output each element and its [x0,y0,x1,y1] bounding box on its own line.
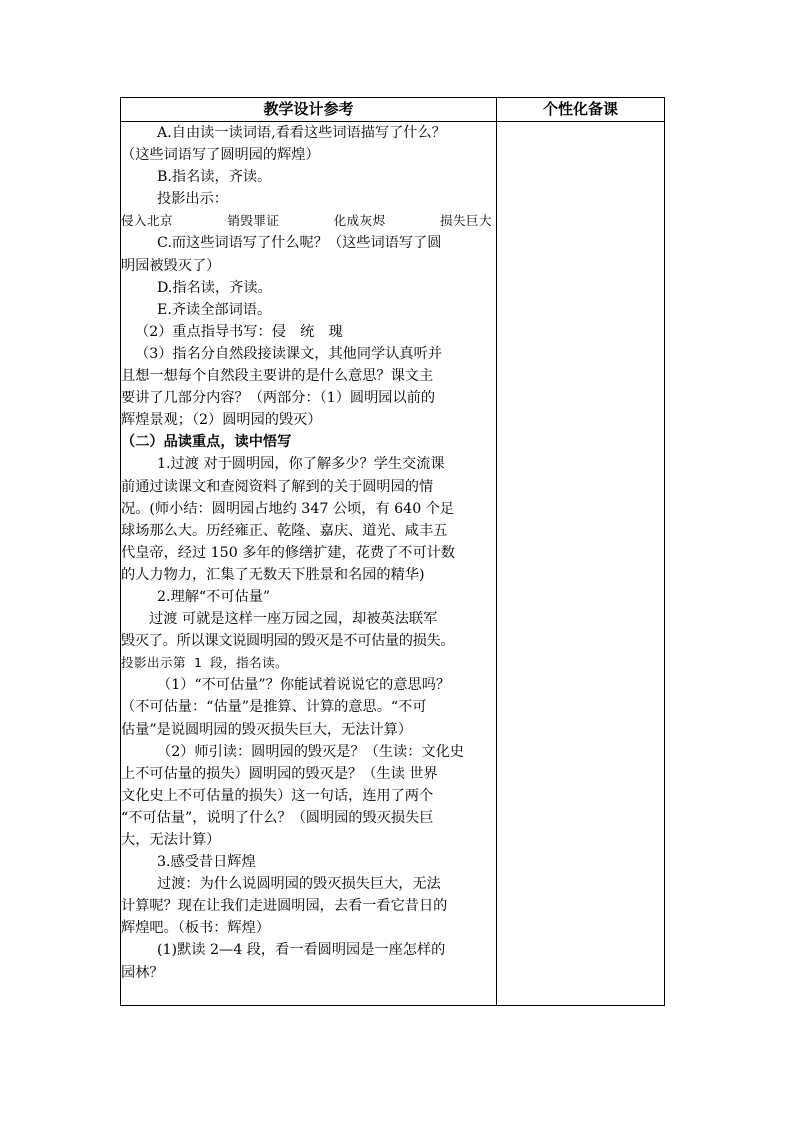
text-line: D.指名读，齐读。 [157,279,272,296]
text-line: 计算呢？现在让我们走进圆明园，去看一看它昔日的 [121,898,448,915]
text-line: “不可估量”，说明了什么？（圆明园的毁灭损失巨 [121,809,434,826]
design-content-cell [121,122,497,1006]
word-item: 损失巨大 [439,213,492,229]
text-line: 辉煌景观；（2）圆明园的毁灭） [121,412,322,429]
text-line: A.自由读一读词语,看看这些词语描写了什么？ [157,125,446,141]
personal-notes-cell [497,122,665,1006]
text-line: C.而这些词语写了什么呢？（这些词语写了圆 [157,235,442,252]
text-line: 3.感受昔日辉煌 [157,854,256,871]
text-line: 明园被毁灭了） [121,257,221,274]
text-line: （2）重点指导书写：侵 统 瑰 [135,323,343,340]
table-header-row [121,98,665,122]
section-heading [121,431,496,453]
text-line: 过渡 可就是这样一座万园之园，却被英法联军 [149,611,438,628]
text-line: 要讲了几部分内容？（两部分：（1）圆明园以前的 [121,390,436,407]
text-line: 文化史上不可估量的损失）这一句话，连用了两个 [121,787,434,804]
word-item: 化成灰烬 [333,213,386,229]
text-line: 1.过渡 对于圆明园，你了解多少？学生交流课 [157,456,445,473]
text-line: 代皇帝，经过 150 多年的修缮扩建，花费了不可计数 [121,544,456,561]
text-line: 2.理解“不可估量” [157,588,271,605]
col-header-personal-prep: 个性化备课 [497,98,665,122]
text-line: B.指名读，齐读。 [157,169,272,186]
text-line: 上不可估量的损失）圆明园的毁灭是？（生读 世界 [121,765,438,782]
word-item: 侵入北京 [121,213,174,229]
text-line: （1）“不可估量”？你能试着说说它的意思吗？ [157,677,451,694]
col-header-design-reference: 教学设计参考 [121,98,497,122]
text-line: （3）指名分自然段接读课文，其他同学认真听并 [135,345,442,362]
text-line: 投影出示： [157,191,228,208]
text-line: 估量”是说圆明园的毁灭损失巨大，无法计算） [121,721,413,738]
text-line: 且想一想每个自然段主要讲的是什么意思？课文主 [121,368,434,385]
projected-words [121,210,496,232]
text-line: 过渡：为什么说圆明园的毁灭损失巨大，无法 [157,876,441,893]
word-item: 销毁罪证 [227,213,280,229]
text-line: E.齐读全部词语。 [157,301,272,318]
text-line: （这些词语写了圆明园的辉煌） [121,147,320,164]
text-line: 球场那么大。历经雍正、乾隆、嘉庆、道光、咸丰五 [121,522,448,539]
text-line: 的人力物力，汇集了无数天下胜景和名园的精华) [121,566,425,583]
lesson-plan-table [120,97,665,1006]
text-line: （不可估量：“估量”是推算、计算的意思。“不可 [121,699,427,716]
text-line: 前通过读课文和查阅资料了解到的关于圆明园的情 [121,478,434,495]
text-line: 投影出示第 1 段，指名读。 [121,655,289,671]
text-line: 毁灭了。所以课文说圆明园的毁灭是不可估量的损失。 [121,633,455,650]
text-line: 辉煌吧。（板书：辉煌） [121,920,270,937]
text-line: 况。(师小结：圆明园占地约 347 公顷，有 640 个足 [121,500,455,517]
text-line: (1)默读 2—4 段，看一看圆明园是一座怎样的 [157,942,446,959]
text-line: 园林？ [121,964,164,981]
table-body-row [121,122,665,1006]
text-line: （2）师引读：圆明园的毁灭是？（生读：文化史 [157,743,464,760]
section-heading-text: （二）品读重点，读中悟写 [121,434,292,451]
text-line: 大，无法计算） [121,832,221,848]
